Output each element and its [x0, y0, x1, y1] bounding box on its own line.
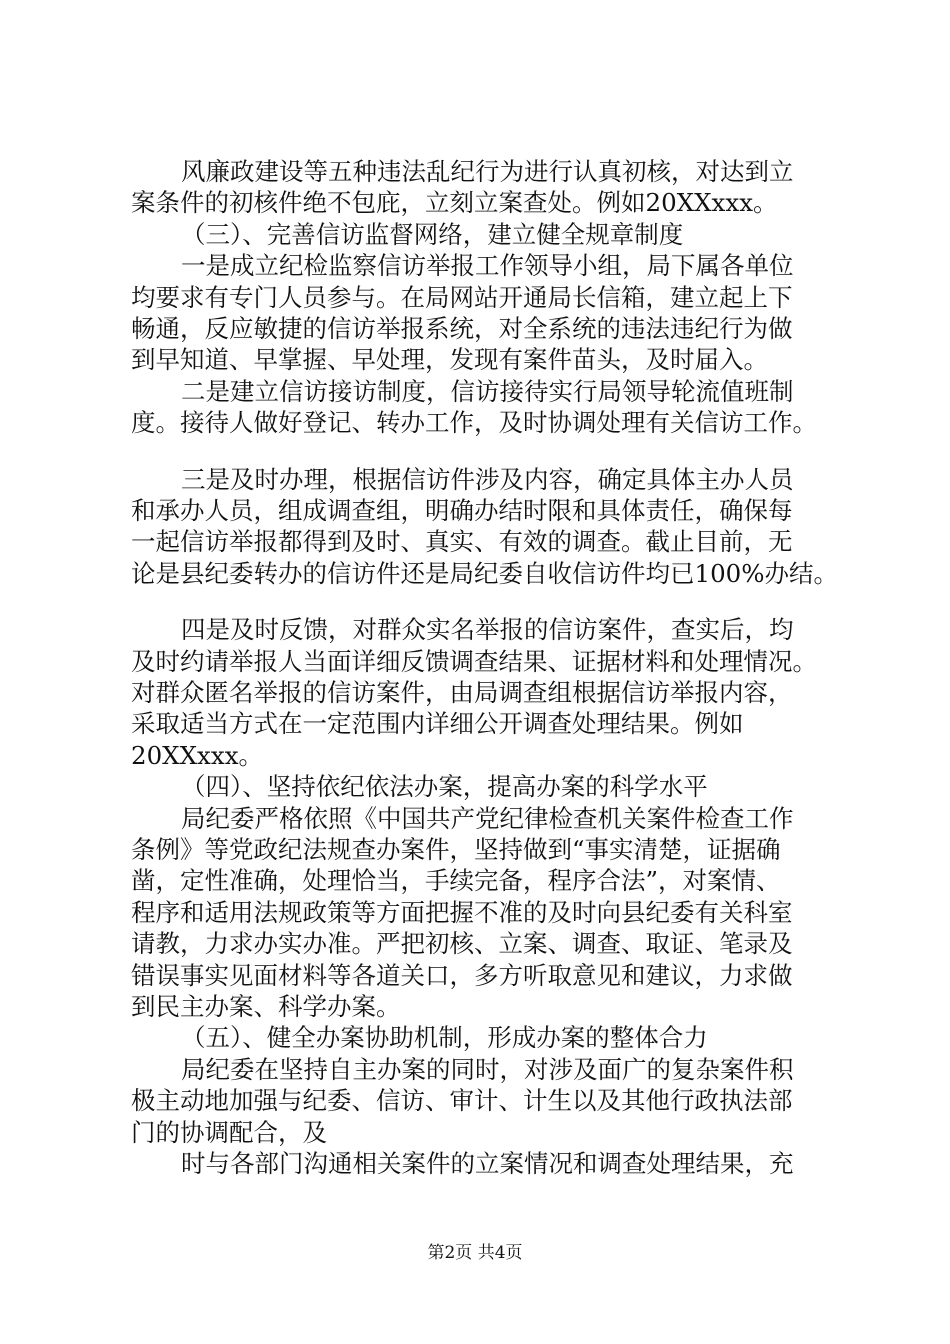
text-line: 对群众匿名举报的信访案件，由局调查组根据信访举报内容，	[131, 678, 793, 707]
text-line: 时与各部门沟通相关案件的立案情况和调查处理结果，充	[181, 1149, 794, 1178]
text-line: 及时约请举报人当面详细反馈调查结果、证据材料和处理情况。	[131, 647, 817, 676]
page-number: 第2页 共4页	[427, 1243, 523, 1263]
text-line: 风廉政建设等五种违法乱纪行为进行认真初核，对达到立	[181, 157, 794, 186]
text-line: 到民主办案、科学办案。	[131, 992, 401, 1021]
text-line: 凿，定性准确，处理恰当，手续完备，程序合法”，对案情、	[131, 866, 781, 895]
text-line: 门的协调配合，及	[131, 1118, 327, 1147]
text-line: 一起信访举报都得到及时、真实、有效的调查。截止目前，无	[131, 527, 793, 556]
text-line: 二是建立信访接访制度，信访接待实行局领导轮流值班制	[181, 377, 794, 406]
page-footer	[0, 1242, 950, 1264]
section-heading: （五）、健全办案协助机制，形成办案的整体合力	[181, 1023, 708, 1052]
section-heading: （四）、坚持依纪依法办案，提高办案的科学水平	[181, 772, 708, 801]
text-line: 均要求有专门人员参与。在局网站开通局长信箱，建立起上下	[131, 283, 793, 312]
text-line: 程序和适用法规政策等方面把握不准的及时向县纪委有关科室	[131, 898, 793, 927]
text-line: 局纪委在坚持自主办案的同时，对涉及面广的复杂案件积	[181, 1055, 794, 1084]
text-line: 度。接待人做好登记、转办工作，及时协调处理有关信访工作。	[131, 408, 817, 437]
text-line: 采取适当方式在一定范围内详细公开调查处理结果。例如	[131, 709, 744, 738]
text-line: 三是及时办理，根据信访件涉及内容，确定具体主办人员	[181, 465, 794, 494]
text-line: 一是成立纪检监察信访举报工作领导小组，局下属各单位	[181, 251, 794, 280]
text-line: 极主动地加强与纪委、信访、审计、计生以及其他行政执法部	[131, 1086, 793, 1115]
text-line: 局纪委严格依照《中国共产党纪律检查机关案件检查工作	[181, 804, 794, 833]
text-line: 条例》等党政纪法规查办案件，坚持做到“事实清楚，证据确	[131, 835, 781, 864]
text-line: 四是及时反馈，对群众实名举报的信访案件，查实后，均	[181, 615, 794, 644]
text-line: 畅通，反应敏捷的信访举报系统，对全系统的违法违纪行为做	[131, 314, 793, 343]
section-heading: （三）、完善信访监督网络，建立健全规章制度	[181, 220, 684, 249]
text-line: 和承办人员，组成调查组，明确办结时限和具体责任，确保每	[131, 496, 793, 525]
text-line: 20XXxxx。	[131, 741, 264, 770]
text-line: 论是县纪委转办的信访件还是局纪委自收信访件均已100%办结。	[131, 559, 839, 588]
text-line: 错误事实见面材料等各道关口，多方听取意见和建议，力求做	[131, 961, 793, 990]
text-line: 请教，力求办实办准。严把初核、立案、调查、取证、笔录及	[131, 929, 793, 958]
text-line: 案条件的初核件绝不包庇，立刻立案查处。例如20XXxxx。	[131, 188, 778, 217]
text-line: 到早知道、早掌握、早处理，发现有案件苗头，及时届入。	[131, 345, 768, 374]
